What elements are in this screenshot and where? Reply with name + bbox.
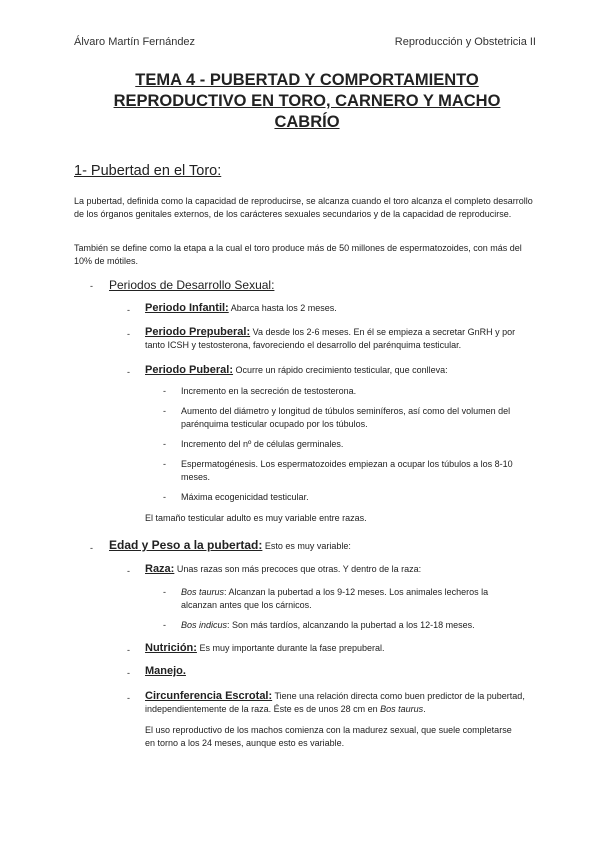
list-item: Espermatogénesis. Los espermatozoides empiezan a ocupar los túbulos a los 8-10 meses. xyxy=(181,459,513,482)
bullet-dash: - xyxy=(163,587,166,597)
bullet-dash: - xyxy=(90,543,93,553)
title-line-1: TEMA 4 - PUBERTAD Y COMPORTAMIENTO xyxy=(135,71,479,89)
periodo-puberal-text: Ocurre un rápido crecimiento testicular, que conlleva: xyxy=(233,365,448,375)
raza xyxy=(145,563,535,576)
manejo-label: Manejo. xyxy=(145,665,186,677)
section-heading: 1- Pubertad en el Toro: xyxy=(74,163,222,179)
intro-paragraph-2: También se define como la etapa a la cual el toro produce más de 50 millones de espermatozoides, con más del 10% de mótiles. xyxy=(74,243,522,266)
bos-taurus-text: : Alcanzan la pubertad a los 9-12 meses. Los animales lecheros la alcanzan antes que los cárnicos. xyxy=(181,587,489,610)
raza-text: Unas razas son más precoces que otras. Y dentro de la raza: xyxy=(174,564,422,574)
bos-taurus-item xyxy=(181,586,521,612)
page-title xyxy=(64,70,550,133)
circ-species: Bos taurus xyxy=(380,704,424,714)
bullet-dash: - xyxy=(127,566,130,576)
periodos-heading: Periodos de Desarrollo Sexual: xyxy=(109,278,275,292)
nutricion xyxy=(145,642,535,655)
edad-peso-text: Esto es muy variable: xyxy=(262,541,351,551)
manejo xyxy=(145,665,535,678)
periodo-prepuberal-text: Va desde los 2-6 meses. En él se empieza a secretar GnRH y por tanto ICSH y testosterona, favoreciendo el desarrollo del parénquima testicular. xyxy=(145,327,516,350)
bos-indicus-item xyxy=(181,619,521,632)
circunferencia-escrotal xyxy=(145,690,530,716)
periodo-puberal xyxy=(145,364,535,377)
bullet-dash: - xyxy=(127,305,130,315)
bullet-dash: - xyxy=(163,386,166,396)
list-item: Aumento del diámetro y longitud de túbulos seminíferos, así como del volumen del parénquima testicular ocupado por los túbulos. xyxy=(181,406,511,429)
title-line-2: REPRODUCTIVO EN TORO, CARNERO Y MACHO xyxy=(113,92,501,110)
bullet-dash: - xyxy=(90,281,93,291)
circ-text: Tiene una relación directa como buen predictor de la pubertad, independientemente de la raza. Éste es de unos 28 cm en xyxy=(145,691,525,714)
header-course: Reproducción y Obstetricia II xyxy=(394,36,536,48)
periodo-infantil-label: Periodo Infantil: xyxy=(145,302,229,314)
bos-indicus-text: : Son más tardíos, alcanzando la pubertad a los 12-18 meses. xyxy=(227,620,475,630)
periodo-puberal-label: Periodo Puberal: xyxy=(145,364,234,376)
bullet-dash: - xyxy=(163,459,166,469)
header-author: Álvaro Martín Fernández xyxy=(74,36,196,48)
intro-paragraph-1: La pubertad, definida como la capacidad de reproducirse, se alcanza cuando el toro alcanza el completo desarrollo de los órganos genitales externos, de los carácteres sexuales secundarios y de la capacidad de reproducirse. xyxy=(74,196,533,219)
periodo-prepuberal xyxy=(145,326,530,352)
bullet-dash: - xyxy=(163,439,166,449)
periodos-note: El tamaño testicular adulto es muy variable entre razas. xyxy=(145,513,367,523)
nutricion-label: Nutrición: xyxy=(145,642,197,654)
periodo-infantil-text: Abarca hasta los 2 meses. xyxy=(228,303,337,313)
list-item: Incremento del nº de células germinales. xyxy=(181,439,344,449)
bullet-dash: - xyxy=(127,668,130,678)
bullet-dash: - xyxy=(163,406,166,416)
raza-label: Raza: xyxy=(145,563,175,575)
bullet-dash: - xyxy=(127,645,130,655)
edad-peso xyxy=(109,539,529,553)
circ-label: Circunferencia Escrotal: xyxy=(145,690,273,702)
final-paragraph: El uso reproductivo de los machos comienza con la madurez sexual, que suele completarse en torno a los 24 meses, aunque esto es variable. xyxy=(145,725,512,748)
list-item: Incremento en la secreción de testosterona. xyxy=(181,386,357,396)
bullet-dash: - xyxy=(127,367,130,377)
bos-taurus-name: Bos taurus xyxy=(181,587,225,597)
bullet-dash: - xyxy=(127,329,130,339)
bos-indicus-name: Bos indicus xyxy=(181,620,228,630)
periodo-infantil xyxy=(145,302,535,315)
title-line-3: CABRÍO xyxy=(274,113,340,131)
bullet-dash: - xyxy=(163,492,166,502)
edad-peso-heading: Edad y Peso a la pubertad: xyxy=(109,538,263,552)
bullet-dash: - xyxy=(127,693,130,703)
nutricion-text: Es muy importante durante la fase prepuberal. xyxy=(196,643,385,653)
periodo-prepuberal-label: Periodo Prepuberal: xyxy=(145,326,251,338)
bullet-dash: - xyxy=(163,620,166,630)
circ-end: . xyxy=(423,704,426,714)
list-item: Máxima ecogenicidad testicular. xyxy=(181,492,309,502)
